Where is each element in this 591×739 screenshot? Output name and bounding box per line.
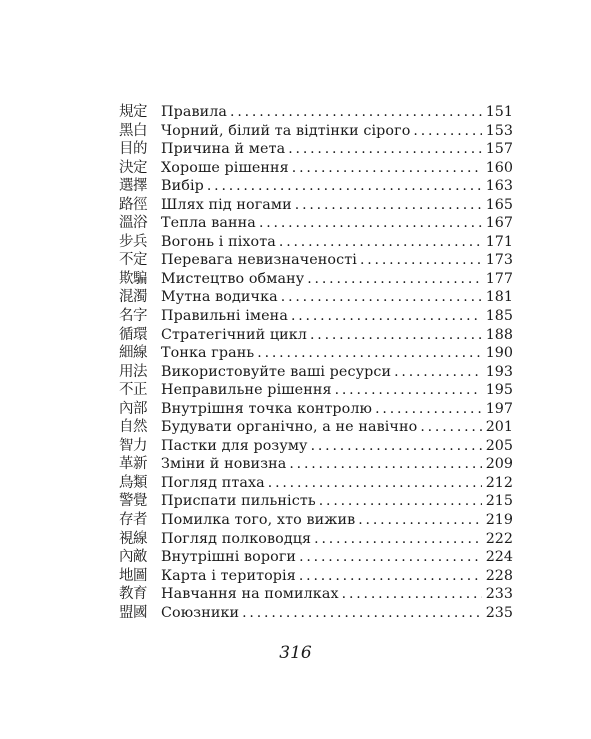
chapter-page-number: 205 [485,437,513,454]
dot-leader [291,307,482,326]
chapter-page-number: 185 [485,308,513,325]
dot-leader [257,344,481,363]
chapter-title: Правила [161,104,228,120]
chapter-kanji: 細線 [119,345,147,362]
chapter-title: Внутрішні вороги [161,549,297,566]
chapter-title: Вогонь і піхота [161,233,276,250]
dot-leader [292,159,482,178]
chapter-page-number: 222 [485,530,513,547]
chapter-page-number: 173 [485,252,513,269]
chapter-kanji: 循環 [119,326,147,343]
dot-leader [299,548,482,567]
toc-entry [119,511,513,530]
chapter-page-number: 190 [485,345,513,362]
chapter-title: Причина й мета [161,141,286,158]
chapter-kanji: 盟國 [119,604,147,621]
chapter-kanji: 混濁 [119,289,147,306]
dot-leader [279,233,482,252]
chapter-page-number: 193 [485,363,513,380]
chapter-page-number: 188 [485,326,513,343]
chapter-title: Мистецтво обману [161,270,305,287]
chapter-title: Навчання на помилках [161,586,339,603]
dot-leader [295,196,482,215]
chapter-title: Мутна водичка [161,289,278,306]
chapter-title: Помилка того, хто вижив [161,512,356,529]
dot-leader [307,270,481,289]
toc-entry [119,474,513,493]
chapter-title: Внутрішня точка контролю [161,400,373,417]
dot-leader [358,511,481,530]
toc-entry [119,140,513,159]
chapter-page-number: 167 [485,215,513,232]
dot-leader [342,585,482,604]
chapter-title: Союзники [161,604,240,621]
chapter-title: Шлях під ногами [161,196,292,213]
table-of-contents [119,103,513,622]
chapter-kanji: 名字 [119,308,147,325]
dot-leader [299,567,482,586]
chapter-kanji: 目的 [119,141,147,158]
chapter-title: Тонка грань [161,345,255,362]
chapter-title: Вибір [161,178,204,195]
toc-entry [119,196,513,215]
dot-leader [314,530,482,549]
toc-entry [119,122,513,141]
chapter-kanji: 自然 [119,419,147,436]
dot-leader [242,604,482,623]
dot-leader [230,103,482,122]
chapter-title: Використовуйте ваші ресурси [161,363,392,380]
chapter-page-number: 215 [485,493,513,510]
chapter-page-number: 165 [485,196,513,213]
toc-entry [119,214,513,233]
chapter-title: Зміни й новизна [161,456,287,473]
chapter-page-number: 171 [485,233,513,250]
toc-entry [119,233,513,252]
chapter-title: Неправильне рішення [161,382,332,399]
toc-entry [119,288,513,307]
chapter-title: Приспати пильність [161,493,316,510]
toc-entry [119,177,513,196]
chapter-kanji: 內敵 [119,549,147,566]
chapter-kanji: 存者 [119,512,147,529]
dot-leader [289,455,481,474]
chapter-page-number: 163 [485,178,513,195]
toc-entry [119,567,513,586]
toc-entry [119,400,513,419]
chapter-title: Тепла ванна [161,215,256,232]
chapter-kanji: 教育 [119,586,147,603]
chapter-page-number: 153 [485,122,513,139]
chapter-page-number: 219 [485,512,513,529]
chapter-title: Пастки для розуму [161,437,308,454]
chapter-kanji: 不定 [119,252,147,269]
chapter-kanji: 地圖 [119,567,147,584]
toc-entry [119,492,513,511]
toc-entry [119,604,513,623]
chapter-title: Перевага невизначеності [161,252,357,269]
toc-entry [119,159,513,178]
chapter-title: Погляд полководця [161,530,312,547]
chapter-kanji: 路徑 [119,196,147,213]
chapter-page-number: 177 [485,270,513,287]
chapter-page-number: 228 [485,567,513,584]
chapter-kanji: 溫浴 [119,215,147,232]
chapter-kanji: 規定 [119,104,147,120]
chapter-page-number: 233 [485,586,513,603]
chapter-title: Будувати органічно, а не навічно [161,419,418,436]
chapter-page-number: 212 [485,474,513,491]
chapter-kanji: 用法 [119,363,147,380]
chapter-kanji: 警覺 [119,493,147,510]
chapter-kanji: 欺騙 [119,270,147,287]
chapter-title: Чорний, білий та відтінки сірого [161,122,411,139]
dot-leader [420,418,481,437]
toc-entry [119,344,513,363]
dot-leader [375,400,482,419]
toc-entry [119,270,513,289]
toc-entry [119,418,513,437]
dot-leader [335,381,482,400]
dot-leader [268,474,482,493]
chapter-page-number: 209 [485,456,513,473]
toc-entry [119,455,513,474]
chapter-kanji: 革新 [119,456,147,473]
chapter-page-number: 151 [485,104,513,120]
toc-entry [119,437,513,456]
chapter-page-number: 224 [485,549,513,566]
chapter-kanji: 決定 [119,159,147,176]
toc-entry [119,548,513,567]
dot-leader [413,122,481,141]
chapter-kanji: 不正 [119,382,147,399]
chapter-page-number: 201 [485,419,513,436]
dot-leader [288,140,481,159]
toc-entry [119,381,513,400]
toc-entry [119,307,513,326]
chapter-kanji: 鳥類 [119,474,147,491]
toc-entry [119,585,513,604]
toc-entry [119,363,513,382]
chapter-kanji: 黑白 [119,122,147,139]
dot-leader [311,437,482,456]
chapter-title: Правильні імена [161,308,288,325]
dot-leader [207,177,482,196]
chapter-page-number: 197 [485,400,513,417]
toc-entry [119,103,513,122]
chapter-title: Стратегічний цикл [161,326,307,343]
chapter-kanji: 內部 [119,400,147,417]
dot-leader [360,251,482,270]
chapter-kanji: 視線 [119,530,147,547]
chapter-title: Погляд птаха [161,474,265,491]
dot-leader [310,326,482,345]
chapter-title: Хороше рішення [161,159,289,176]
toc-entry [119,530,513,549]
chapter-page-number: 181 [485,289,513,306]
chapter-kanji: 步兵 [119,233,147,250]
dot-leader [394,363,482,382]
chapter-page-number: 160 [485,159,513,176]
toc-entry [119,326,513,345]
chapter-page-number: 235 [485,604,513,621]
chapter-title: Карта і територія [161,567,296,584]
dot-leader [259,214,482,233]
toc-entry [119,251,513,270]
dot-leader [281,288,482,307]
chapter-page-number: 195 [485,382,513,399]
chapter-kanji: 選擇 [119,178,147,195]
chapter-page-number: 157 [485,141,513,158]
page-number: 316 [279,643,312,663]
dot-leader [319,492,482,511]
chapter-kanji: 智力 [119,437,147,454]
